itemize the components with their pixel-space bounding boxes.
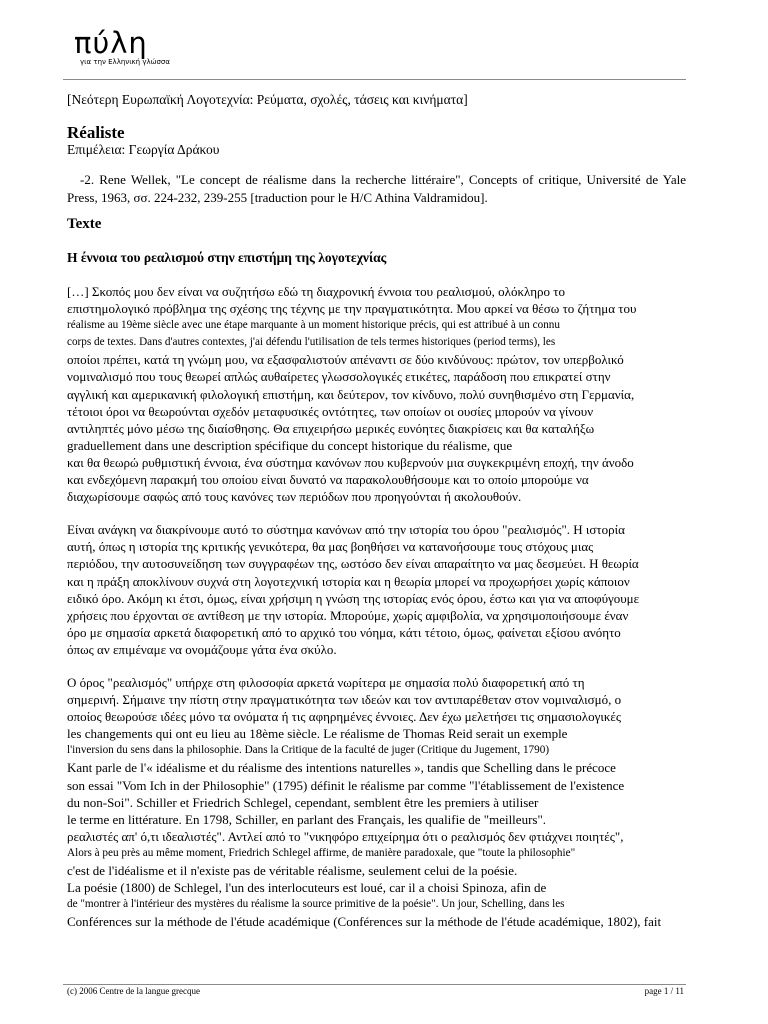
page-title: Réaliste [67, 123, 125, 142]
text-body [67, 283, 686, 930]
text-line: du non-Soi". Schiller et Friedrich Schlegel, cependant, semblent être les premiers à utiliser [67, 794, 539, 810]
section-heading: Texte [67, 216, 102, 232]
text-line: graduellement dans une description spécifique du concept historique du réalisme, que [67, 437, 513, 453]
text-line: επιστημολογικό πρόβλημα της σχέσης της τέχνης με την πραγματικότητα. Μου αρκεί να θέσω το ζήτημα του [67, 301, 637, 317]
text-line: και θα θεωρώ ρυθμιστική έννοια, ένα σύστημα κανόνων που κυβερνούν μια συγκεκριμένη εποχή, την άνοδο [67, 454, 634, 470]
footer-divider [63, 984, 686, 985]
text-line: La poésie (1800) de Schlegel, l'un des interlocuteurs est loué, car il a choisi Spinoza, afin de [67, 880, 547, 896]
text-line: χρήσεις που έρχονται σε αντίθεση με την ιστορία. Μπορούμε, χωρίς αμφιβολία, να χρησιμοποιήσουμε έναν [67, 607, 629, 623]
text-line: corps de textes. Dans d'autres contextes, j'ai défendu l'utilisation de tels termes historiques (period terms), les [67, 336, 556, 349]
source-reference: -2. Rene Wellek, "Le concept de réalisme dans la recherche littéraire", Concepts of critique, Université de Yale Press, 1963, σσ. 224-232, 239-255 [traduction pour le H/C Athina Valdramidou]. [67, 172, 686, 205]
text-line: le terme en littérature. En 1798, Schiller, en parlant des Français, les qualifie de "meilleurs". [67, 811, 547, 827]
text-line: son essai "Vom Ich in der Philosophie" (1795) définit le réalisme par comme "l'établissement de l'existence [67, 777, 625, 793]
text-line: Είναι ανάγκη να διακρίνουμε αυτό το σύστημα κανόνων από την ιστορία του όρου "ρεαλισμός". Η ιστορία [67, 522, 625, 538]
body-paragraph [67, 674, 686, 930]
document-body [67, 92, 686, 946]
text-line: αγγλική και αμερικανική φιλολογική επιστήμη, και δεύτερον, τον κίνδυνο, πολύ συνηθισμένο στη Γερμανία, [67, 386, 635, 402]
text-line: και η πράξη αποκλίνουν συχνά στη λογοτεχνική ιστορία και η θεωρία μπορεί να προχωρήσει χωρίς κάποιον [67, 573, 630, 589]
breadcrumb: [Νεότερη Ευρωπαϊκή Λογοτεχνία: Ρεύματα, σχολές, τάσεις και κινήματα] [67, 92, 468, 107]
body-paragraph [67, 283, 686, 505]
site-logo[interactable] [74, 28, 170, 67]
text-subheading: Η έννοια του ρεαλισμού στην επιστήμη της λογοτεχνίας [67, 250, 387, 265]
text-line: αυτή, όπως η ιστορία της κριτικής γενικότερα, θα μας βοηθήσει να κατανοήσουμε τους στόχους μιας [67, 539, 594, 555]
text-line: νομιναλισμό που τους θεωρεί απλώς αυθαίρετες γλωσσολογικές ετικέτες, παράδοση που επικρατεί στην [67, 369, 611, 385]
text-line: ειδικό όρο. Ακόμη κι έτσι, όμως, είναι χρήσιμη η γνώση της ιστορίας ενός όρου, έστω και για να αποφύγουμε [67, 590, 640, 606]
text-line: ρεαλιστές απ' ό,τι ιδεαλιστές". Αντλεί από το "νικηφόρο επιχείρημα ότι ο ρεαλισμός δεν φτιάχνει ποιητές", [67, 828, 624, 844]
logo-tagline: για την Ελληνική γλώσσα [80, 58, 170, 66]
text-line: c'est de l'idéalisme et il n'existe pas de véritable réalisme, seulement celui de la poésie. [67, 863, 518, 878]
text-line: Alors à peu près au même moment, Friedrich Schlegel affirme, de manière paradoxale, que "toute la philosophie" [67, 846, 576, 859]
text-line: […] Σκοπός μου δεν είναι να συζητήσω εδώ τη διαχρονική έννοια του ρεαλισμού, ολόκληρο το [67, 284, 565, 299]
header-divider [63, 79, 686, 80]
text-line: περιόδου, την αυτοσυνείδηση των συγγραφέων της, ωστόσο δεν είναι απαραίτητο να μας δεσμεύει. Η θεωρία [67, 556, 639, 572]
footer-copyright: (c) 2006 Centre de la langue grecque [67, 986, 200, 996]
text-line: Kant parle de l'« idéalisme et du réalisme des intentions naturelles », tandis que Schelling dans le précoce [67, 760, 616, 776]
text-line: Ο όρος "ρεαλισμός" υπήρχε στη φιλοσοφία αρκετά νωρίτερα με σημασία πολύ διαφορετική από τη [67, 674, 585, 690]
text-line: les changements qui ont eu lieu au 18ème siècle. Le réalisme de Thomas Reid serait un exemple [67, 726, 568, 742]
page-number: page 1 / 11 [644, 986, 684, 996]
text-line: οποίος θεωρούσε ιδέες μόνο τα ονόματα ή τις αφηρημένες έννοιες. Δεν έχω μελετήσει τις σημασιολογικές [67, 709, 621, 725]
text-line: réalisme au 19ème siècle avec une étape marquante à un moment historique précis, qui est attribué à un connu [67, 319, 560, 332]
text-line: de "montrer à l'intérieur des mystères du réalisme la source primitive de la poésie". Un jour, Schelling, dans les [67, 898, 565, 911]
text-line: διαχωρίσουμε σαφώς από τους κανόνες των περιόδων που προηγούνται ή ακολουθούν. [67, 489, 522, 505]
body-paragraph [67, 521, 686, 658]
text-line: τέτοιοι όροι να θεωρούνται σχεδόν μεταφυσικές οντότητες, των οποίων οι ουσίες μπορούν να γίνουν [67, 403, 594, 419]
text-line: l'inversion du sens dans la philosophie. Dans la Critique de la faculté de juger (Critique du Jugement, 1790) [67, 744, 550, 757]
text-line: αντιληπτές μόνο μέσω της διαίσθησης. Θα επιχειρήσω μερικές ευνόητες διακρίσεις και θα καταλήξω [67, 420, 595, 436]
logo-wordmark: πύλη [74, 26, 148, 60]
text-line: οποίοι πρέπει, κατά τη γνώμη μου, να εξασφαλιστούν απέναντι σε δύο κινδύνους: πρώτον, τον υπερβολικό [67, 352, 624, 368]
editor-credit: Επιμέλεια: Γεωργία Δράκου [67, 142, 220, 157]
text-line: και ενδεχόμενη παρακμή του οποίου είναι δυνατό να παρακολουθήσουμε και το οποίο μπορούμε να [67, 472, 589, 488]
text-line: σημερινή. Σήμαινε την πίστη στην πραγματικότητα των ιδεών και τον αντιπαρέθεταν στον νομιναλισμό, ο [67, 692, 622, 708]
text-line: όρο με σημασία αρκετά διαφορετική από το αρχικό του νόημα, κάτι τέτοιο, όμως, φαίνεται εξίσου ανόητο [67, 624, 621, 640]
text-line: Conférences sur la méthode de l'étude académique (Conférences sur la méthode de l'étude académique, 1802), fait [67, 914, 662, 930]
text-line: όπως αν επιμέναμε να ονομάζουμε γάτα ένα σκύλο. [67, 641, 337, 657]
